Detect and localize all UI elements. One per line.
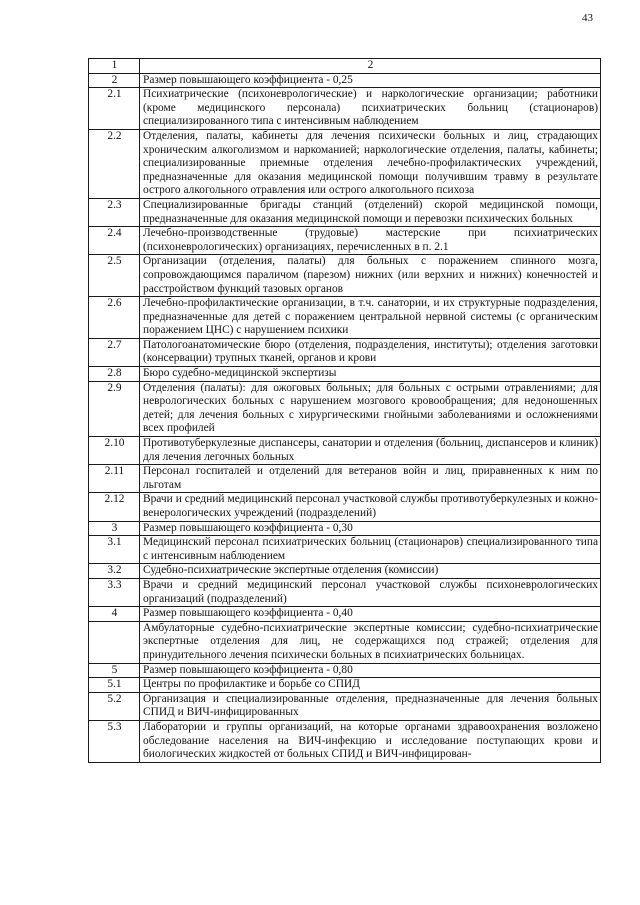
row-text: Центры по профилактике и борьбе со СПИД: [140, 678, 601, 693]
row-number: 2: [89, 73, 140, 88]
table-row: [89, 297, 601, 339]
row-number: 5.3: [89, 720, 140, 762]
row-text: Размер повышающего коэффициента - 0,30: [140, 521, 601, 536]
table-row: [89, 367, 601, 382]
row-text: Лечебно-профилактические организации, в т.ч. санатории, и их структурные подразделения, предназначенные для детей с поражением центральной нервной системы (с органическим поражением ЦНС) с нарушением психики: [140, 297, 601, 339]
table-row: [89, 521, 601, 536]
row-text: Противотуберкулезные диспансеры, санатории и отделения (больниц, диспансеров и клиник) для лечения легочных больных: [140, 437, 601, 465]
table-row: [89, 536, 601, 564]
row-number: 3.1: [89, 536, 140, 564]
row-text: Организация и специализированные отделения, предназначенные для лечения больных СПИД и ВИЧ-инфицированных: [140, 692, 601, 720]
row-text: Судебно-психиатрические экспертные отделения (комиссии): [140, 564, 601, 579]
row-number: 2.6: [89, 297, 140, 339]
row-text: Размер повышающего коэффициента - 0,25: [140, 73, 601, 88]
table-row: [89, 692, 601, 720]
row-number: 2.9: [89, 381, 140, 436]
table-header-row: [89, 59, 601, 74]
row-text: Размер повышающего коэффициента - 0,80: [140, 663, 601, 678]
table-row: [89, 338, 601, 366]
row-number: 3.3: [89, 578, 140, 606]
row-number: 5.1: [89, 678, 140, 693]
row-number: 4: [89, 607, 140, 622]
row-text: Патологоанатомические бюро (отделения, подразделения, институты); отделения заготовки (консервации) трупных тканей, органов и крови: [140, 338, 601, 366]
row-number: 2.1: [89, 88, 140, 130]
row-number: 3.2: [89, 564, 140, 579]
row-number: 2.3: [89, 198, 140, 226]
table-row: [89, 493, 601, 521]
table-row: [89, 720, 601, 762]
table-row: [89, 129, 601, 198]
table-row: [89, 621, 601, 663]
coefficient-table: [88, 58, 601, 763]
row-number: 2.5: [89, 255, 140, 297]
table-row: [89, 678, 601, 693]
table-row: [89, 437, 601, 465]
table-row: [89, 255, 601, 297]
table-row: [89, 663, 601, 678]
table-row: [89, 381, 601, 436]
row-number: 2.2: [89, 129, 140, 198]
table-row: [89, 88, 601, 130]
row-number: [89, 621, 140, 663]
table-row: [89, 198, 601, 226]
table-row: [89, 564, 601, 579]
table-row: [89, 227, 601, 255]
row-number: 2.11: [89, 465, 140, 493]
row-number: 2.7: [89, 338, 140, 366]
row-number: 3: [89, 521, 140, 536]
row-number: 2.10: [89, 437, 140, 465]
table-row: [89, 73, 601, 88]
row-text: Отделения, палаты, кабинеты для лечения психически больных и лиц, страдающих хроническим алкоголизмом и наркоманией; наркологические отделения, палаты, кабинеты; специализированные приемные отделения лечебно-профилактических учреждений, предназначенные для оказания медицинской помощи получившим травму в результате острого алкогольного отравления или острого алкогольного психоза: [140, 129, 601, 198]
row-text: Амбулаторные судебно-психиатрические экспертные комиссии; судебно-психиатрические экспертные отделения для лиц, не содержащихся под стражей; отделения для принудительного лечения психически больных в психиатрических больницах.: [140, 621, 601, 663]
table-row: [89, 465, 601, 493]
row-text: Врачи и средний медицинский персонал участковой службы противотуберкулезных и кожно-венерологических учреждений (подразделений): [140, 493, 601, 521]
row-text: Лаборатории и группы организаций, на которые органами здравоохранения возложено обследование населения на ВИЧ-инфекцию и исследование поступающих крови и биологических жидкостей от больных СПИД и ВИЧ-инфицирован-: [140, 720, 601, 762]
header-cell-text: 2: [140, 59, 601, 74]
header-cell-number: 1: [89, 59, 140, 74]
table-row: [89, 578, 601, 606]
row-text: Врачи и средний медицинский персонал участковой службы психоневрологических организаций (подразделений): [140, 578, 601, 606]
row-text: Специализированные бригады станций (отделений) скорой медицинской помощи, предназначенные для оказания медицинской помощи и перевозки психических больных: [140, 198, 601, 226]
row-text: Бюро судебно-медицинской экспертизы: [140, 367, 601, 382]
row-text: Лечебно-производственные (трудовые) мастерские при психиатрических (психоневрологических) организациях, перечисленных в п. 2.1: [140, 227, 601, 255]
row-number: 2.12: [89, 493, 140, 521]
page-number: 43: [582, 12, 593, 24]
row-text: Персонал госпиталей и отделений для ветеранов войн и лиц, приравненных к ним по льготам: [140, 465, 601, 493]
row-text: Организации (отделения, палаты) для больных с поражением спинного мозга, сопровождающимся параличом (парезом) нижних (или верхних и нижних) конечностей и расстройством функций тазовых органов: [140, 255, 601, 297]
row-text: Размер повышающего коэффициента - 0,40: [140, 607, 601, 622]
row-text: Медицинский персонал психиатрических больниц (стационаров) специализированного типа с интенсивным наблюдением: [140, 536, 601, 564]
row-number: 2.4: [89, 227, 140, 255]
row-number: 2.8: [89, 367, 140, 382]
row-number: 5: [89, 663, 140, 678]
row-number: 5.2: [89, 692, 140, 720]
table-row: [89, 607, 601, 622]
row-text: Отделения (палаты): для ожоговых больных; для больных с острыми отравлениями; для неврологических больных с нарушением мозгового кровообращения; для недоношенных детей; для лечения больных с хирургическими гнойными заболеваниями и осложнениями всех профилей: [140, 381, 601, 436]
row-text: Психиатрические (психоневрологические) и наркологические организации; работники (кроме медицинского персонала) психиатрических больниц (стационаров) специализированного типа с интенсивным наблюдением: [140, 88, 601, 130]
